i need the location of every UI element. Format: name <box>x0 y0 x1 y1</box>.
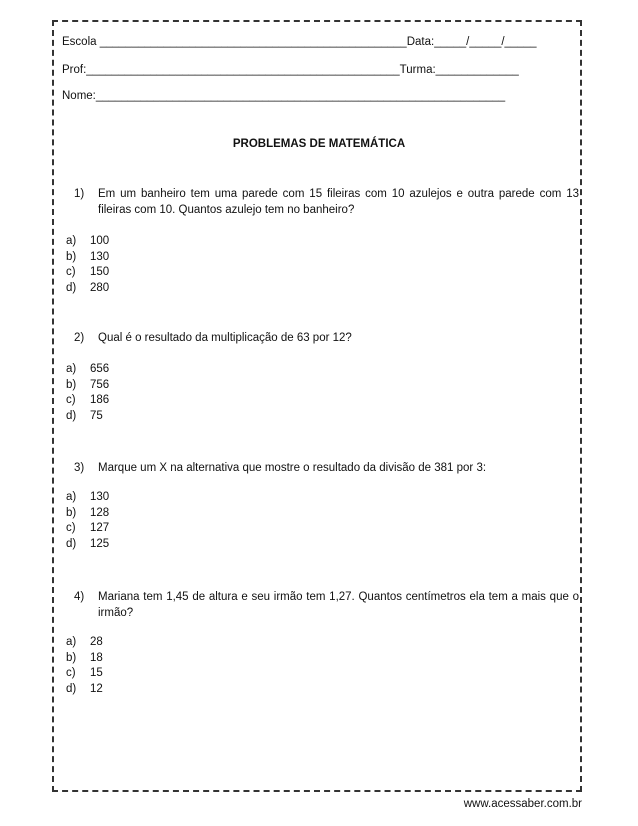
question-text: Em um banheiro tem uma parede com 15 fileiras com 10 azulejos e outra parede com 13 fileiras com 10. Quantos azulejo tem no banheiro? <box>98 188 579 216</box>
prof-turma-line: Prof:_________________________________________________Turma:_____________ <box>62 64 519 76</box>
question-2-options <box>66 362 109 424</box>
worksheet-title: PROBLEMAS DE MATEMÁTICA <box>232 138 406 150</box>
question-text: Marque um X na alternativa que mostre o resultado da divisão de 381 por 3: <box>98 462 487 474</box>
option-d: d) 280 <box>66 281 110 294</box>
option-a: a) 28 <box>66 636 103 648</box>
escola-data-line: Escola ________________________________________________Data:_____/_____/_____ <box>62 36 537 48</box>
option-c: c) 127 <box>66 522 110 535</box>
question-3-options <box>66 490 109 552</box>
question-1 <box>74 186 579 218</box>
question-number: 2) <box>74 332 85 344</box>
option-b: b) 756 <box>66 378 110 391</box>
question-number: 3) <box>74 462 85 474</box>
option-b: b) 130 <box>66 250 110 263</box>
question-4-options <box>66 635 103 697</box>
option-c: c) 186 <box>66 394 110 407</box>
question-4 <box>74 589 579 621</box>
option-a: a) 130 <box>66 491 110 503</box>
option-a: a) 100 <box>66 235 110 247</box>
question-number: 1) <box>74 188 85 200</box>
question-3 <box>74 460 579 476</box>
option-b: b) 18 <box>66 651 103 664</box>
question-text: Mariana tem 1,45 de altura e seu irmão tem 1,27. Quantos centímetros ela tem a mais que o irmão? <box>98 591 579 619</box>
question-number: 4) <box>74 591 85 603</box>
footer-website: www.acessaber.com.br <box>463 798 582 810</box>
question-2 <box>74 330 579 346</box>
option-a: a) 656 <box>66 363 110 375</box>
option-d: d) 75 <box>66 409 103 422</box>
option-c: c) 15 <box>66 667 103 680</box>
question-1-options <box>66 234 109 296</box>
option-d: d) 125 <box>66 537 110 550</box>
option-c: c) 150 <box>66 266 110 279</box>
dashed-page-border <box>52 20 582 792</box>
option-b: b) 128 <box>66 506 110 519</box>
option-d: d) 12 <box>66 682 103 695</box>
question-text: Qual é o resultado da multiplicação de 63 por 12? <box>98 332 352 344</box>
nome-line: Nome:________________________________________________________________ <box>62 90 506 102</box>
